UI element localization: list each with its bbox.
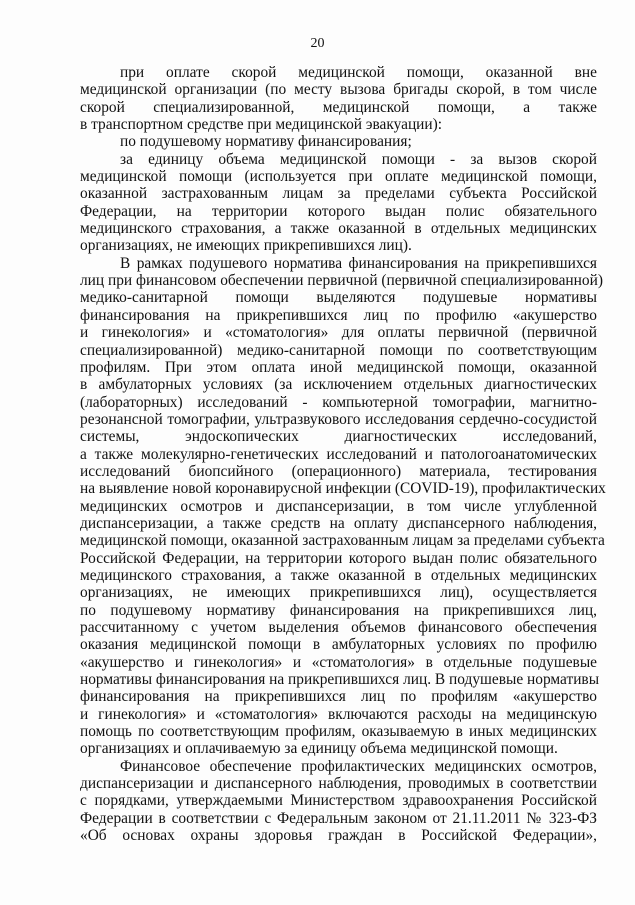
text-line: Федерации, на территории которого выдан полис обязательного	[80, 202, 597, 220]
text-line: по подушевому нормативу финансирования;	[120, 133, 412, 151]
text-line: медико-санитарной помощи выделяются подушевые нормативы	[80, 289, 597, 307]
text-line: оказания медицинской помощи в амбулаторных условиях по профилю	[80, 636, 597, 654]
text-line: медицинской помощи, оказанной застрахованным лицам за пределами субъекта	[80, 532, 605, 550]
text-line: рассчитанному с учетом выделения объемов финансового обеспечения	[80, 619, 597, 636]
text-line: финансирования на прикрепившихся лиц по профилю «акушерство	[80, 306, 597, 324]
text-line: в амбулаторных условиях (за исключением отдельных диагностических	[80, 376, 597, 394]
text-line: финансирования на прикрепившихся лиц по профилям «акушерство	[80, 688, 597, 706]
text-line: и гинекология» и «стоматология» включаются расходы на медицинскую	[80, 705, 597, 723]
text-line: и гинекология» и «стоматология» для оплаты первичной (первичной	[80, 324, 597, 342]
text-line: исследований биопсийного (операционного) материала, тестирования	[80, 462, 597, 480]
text-line: медицинской организации (по месту вызова бригады скорой, в том числе	[80, 81, 597, 99]
text-line: диспансеризации, а также средств на оплату диспансерного наблюдения,	[80, 514, 597, 532]
text-line: помощь по соответствующим профилям, оказываемую в иных медицинских	[80, 723, 597, 741]
text-line: диспансеризации и диспансерного наблюдения, проводимых в соответствии	[80, 775, 597, 793]
text-line: резонансной томографии, ультразвукового исследования сердечно-сосудистой	[80, 410, 597, 428]
text-line: организациях, не имеющих прикрепившихся лиц).	[80, 237, 412, 255]
text-line: нормативы финансирования на прикрепившихся лиц. В подушевые нормативы	[80, 671, 600, 689]
text-line: (лабораторных) исследований - компьютерной томографии, магнитно-	[80, 393, 597, 411]
text-line: В рамках подушевого норматива финансирования на прикрепившихся	[120, 254, 597, 272]
text-line: оказанной застрахованным лицам за пределами субъекта Российской	[80, 185, 597, 203]
text-line: с порядками, утверждаемыми Министерством здравоохранения Российской	[80, 792, 597, 810]
text-line: за единицу объема медицинской помощи - за вызов скорой	[120, 150, 597, 168]
text-line: скорой специализированной, медицинской помощи, а также	[80, 98, 597, 116]
text-line: медицинской помощи (используется при оплате медицинской помощи,	[80, 168, 597, 186]
text-line: на выявление новой коронавирусной инфекции (COVID-19), профилактических	[80, 480, 606, 498]
text-line: организациях, не имеющих прикрепившихся лиц), осуществляется	[80, 584, 597, 602]
text-line: организациях и оплачиваемую за единицу объема медицинской помощи.	[80, 740, 558, 758]
text-line: в транспортном средстве при медицинской эвакуации):	[80, 116, 443, 134]
text-line: по подушевому нормативу финансирования на прикрепившихся лиц,	[80, 601, 597, 619]
text-line: а также молекулярно-генетических исследований и патологоанатомических	[80, 445, 597, 463]
text-line: специализированной) медико-санитарной помощи по соответствующим	[80, 341, 597, 359]
text-line: Федерации в соответствии с Федеральным законом от 21.11.2011 № 323-ФЗ	[80, 809, 597, 827]
text-line: лиц при финансовом обеспечении первичной (первичной специализированной)	[80, 272, 603, 290]
text-line: при оплате скорой медицинской помощи, оказанной вне	[120, 64, 597, 81]
text-line: медицинских осмотров и диспансеризации, в том числе углубленной	[80, 497, 597, 515]
text-line: профилям. При этом оплата иной медицинской помощи, оказанной	[80, 358, 597, 376]
document-body	[80, 64, 606, 845]
text-line: Финансовое обеспечение профилактических медицинских осмотров,	[120, 757, 597, 775]
text-line: «акушерство и гинекология» и «стоматология» в отдельные подушевые	[80, 653, 597, 671]
text-line: системы, эндоскопических диагностических исследований,	[80, 428, 597, 446]
page-number: 20	[310, 36, 325, 51]
text-line: медицинского страхования, а также оказанной в отдельных медицинских	[80, 220, 597, 238]
text-line: Российской Федерации, на территории которого выдан полис обязательного	[80, 549, 597, 567]
text-line: медицинского страхования, а также оказанной в отдельных медицинских	[80, 566, 597, 584]
text-line: «Об основах охраны здоровья граждан в Российской Федерации»,	[80, 827, 597, 845]
